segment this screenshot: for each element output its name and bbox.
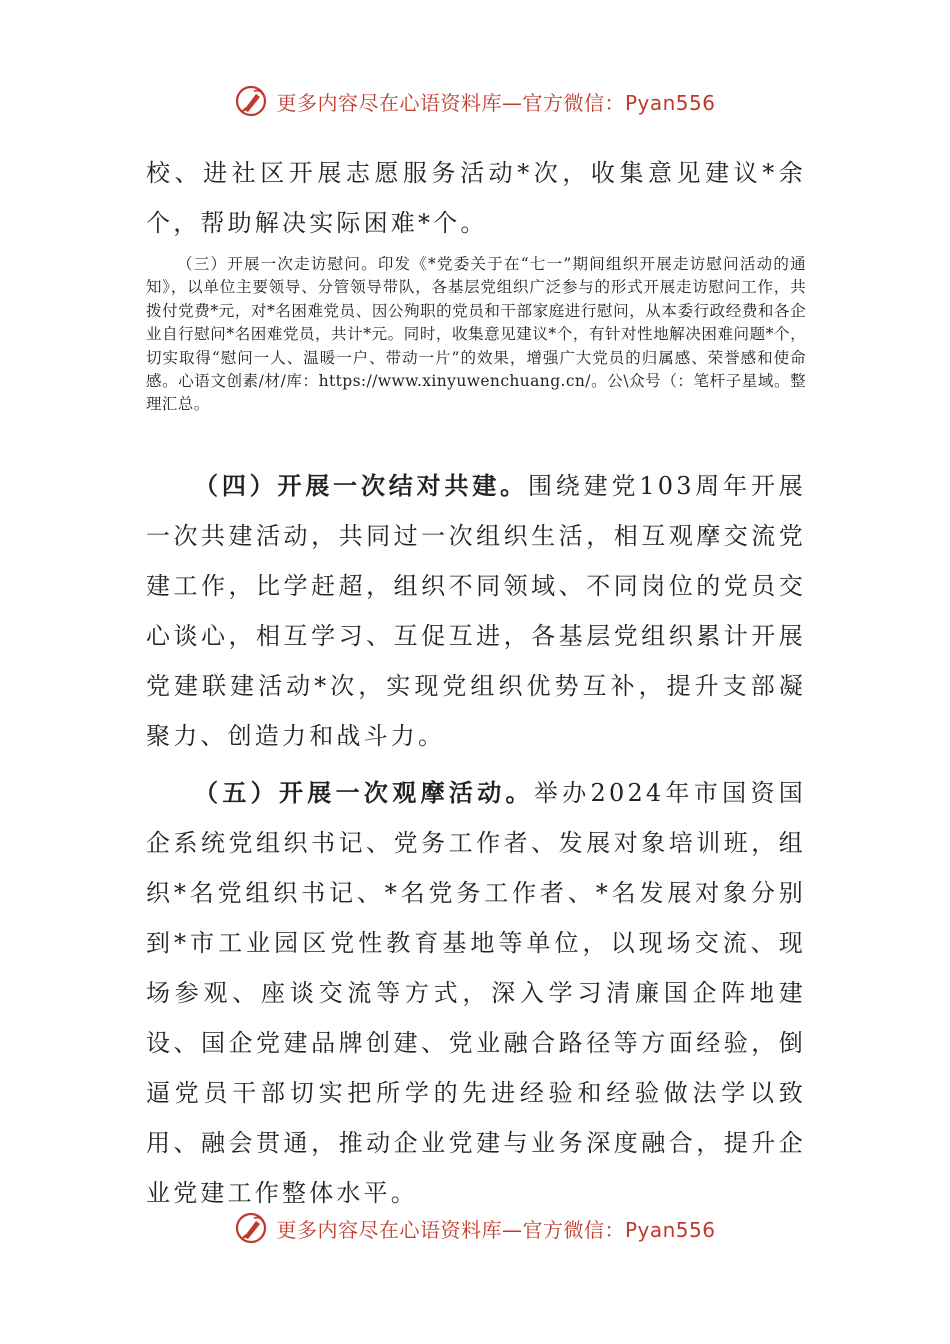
section-heading-4: （四）开展一次结对共建。	[194, 471, 528, 500]
footer-banner-text: 更多内容尽在心语资料库—官方微信：Pyan556	[276, 1217, 716, 1242]
pen-nib-logo-icon	[234, 1211, 268, 1245]
footer-banner	[0, 1211, 950, 1245]
pen-nib-logo-icon	[234, 84, 268, 118]
section-body-4: 围绕建党103周年开展一次共建活动，共同过一次组织生活，相互观摩交流党建工作，比学赶超，组织不同领域、不同岗位的党员交心谈心，相互学习、互促互进，各基层党组织累计开展党建联建活动*次，实现党组织优势互补，提升支部凝聚力、创造力和战斗力。	[146, 472, 806, 750]
section-body-5: 举办2024年市国资国企系统党组织书记、党务工作者、发展对象培训班，组织*名党组织书记、*名党务工作者、*名发展对象分别到*市工业园区党性教育基地等单位，以现场交流、现场参观、座谈交流等方式，深入学习清廉国企阵地建设、国企党建品牌创建、党业融合路径等方面经验，倒逼党员干部切实把所学的先进经验和经验做法学以致用、融会贯通，推动企业党建与业务深度融合，提升企业党建工作整体水平。	[146, 779, 807, 1207]
paragraph-pairing-cobuild	[146, 461, 806, 761]
header-banner	[0, 84, 950, 118]
section-heading-5: （五）开展一次观摩活动。	[194, 778, 534, 807]
paragraph-observation-activity	[146, 768, 806, 1218]
paragraph-visit-condolence: （三）开展一次走访慰问。印发《*党委关于在“七一”期间组织开展走访慰问活动的通知》，以单位主要领导、分管领导带队，各基层党组织广泛参与的形式开展走访慰问工作，共拨付党费*元，对*名困难党员、因公殉职的党员和干部家庭进行慰问，从本委行政经费和各企业自行慰问*名困难党员，共计*元。同时，收集意见建议*个，有针对性地解决困难问题*个，切实取得“慰问一人、温暖一户、带动一片”的效果，增强广大党员的归属感、荣誉感和使命感。心语文创素/材/库：https://www.xinyuwenchuang.cn/。公\众号（：笔杆子星域。整理汇总。	[146, 255, 806, 414]
header-banner-text: 更多内容尽在心语资料库—官方微信：Pyan556	[276, 90, 716, 115]
paragraph-volunteer-continued: 校、进社区开展志愿服务活动*次，收集意见建议*余个，帮助解决实际困难*个。	[146, 159, 806, 237]
